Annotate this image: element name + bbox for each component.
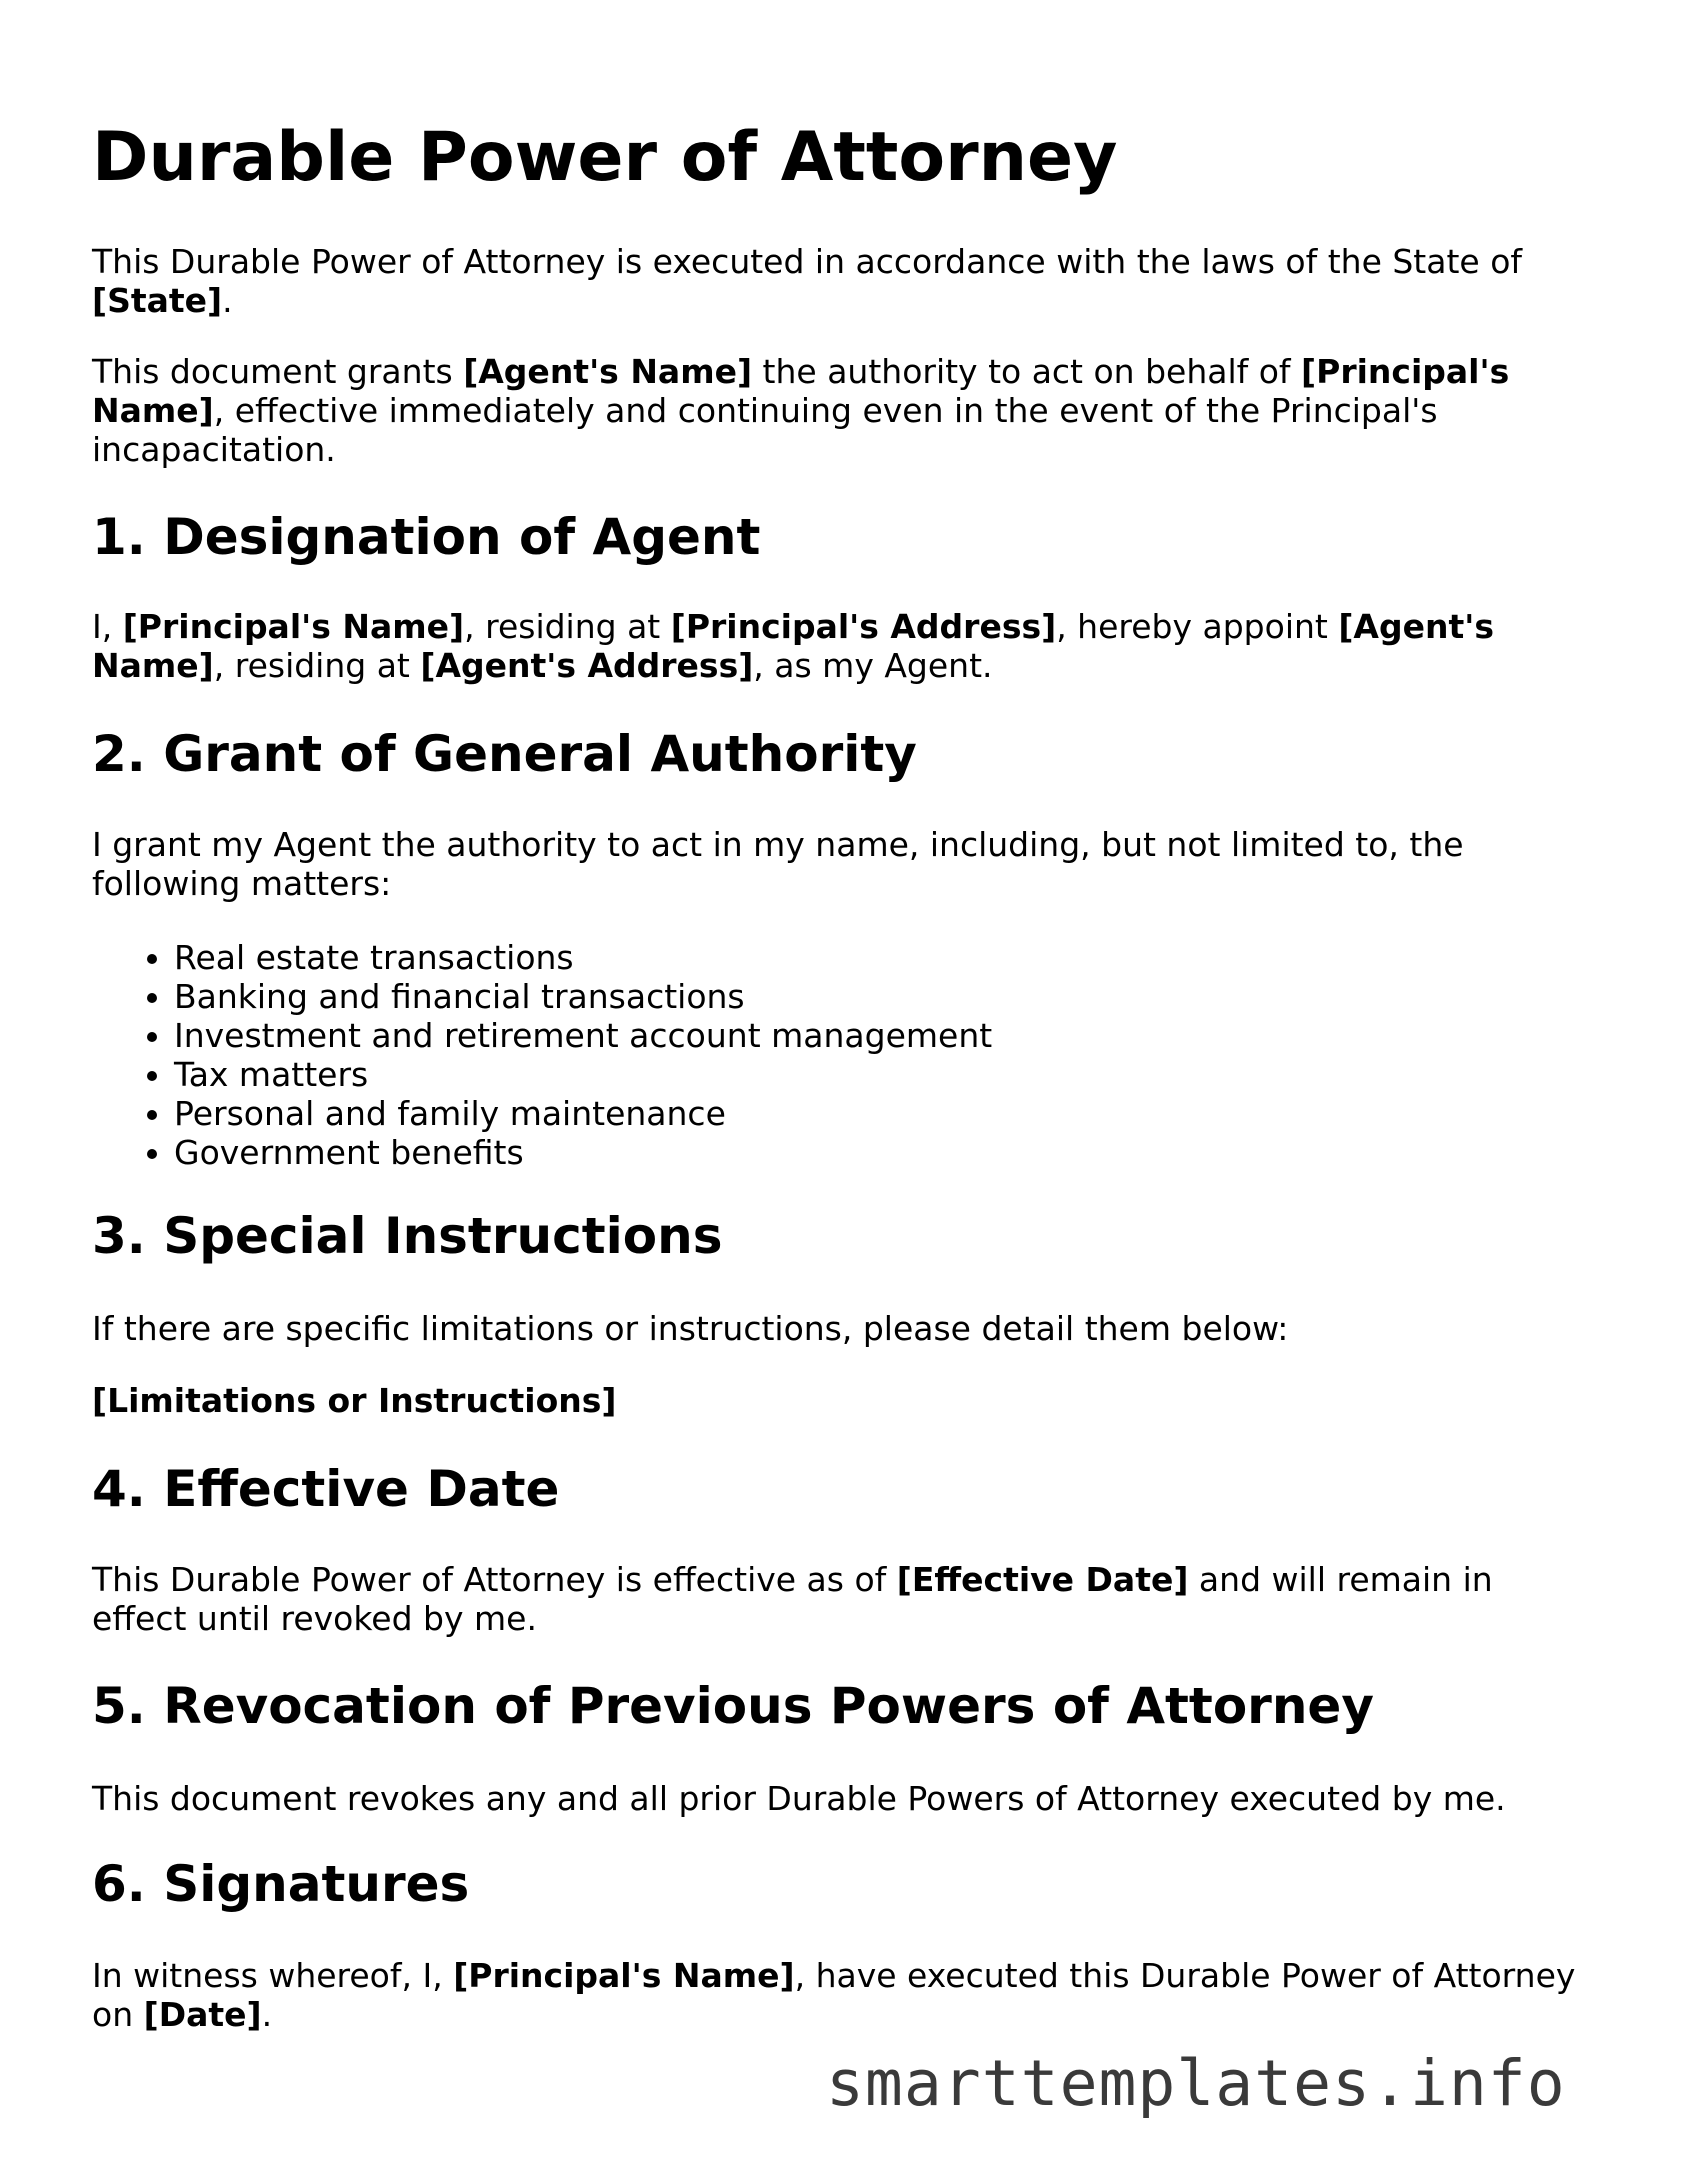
section-2-heading: 2. Grant of General Authority xyxy=(92,725,917,783)
principal-address-placeholder: [Principal's Address] xyxy=(670,607,1057,646)
section-4-heading: 4. Effective Date xyxy=(92,1460,560,1518)
agent-address-placeholder: [Agent's Address] xyxy=(420,646,754,685)
intro-paragraph-state: This Durable Power of Attorney is executed in accordance with the laws of the State of [State]. xyxy=(92,242,1523,320)
section-5-heading: 5. Revocation of Previous Powers of Attorney xyxy=(92,1677,1374,1735)
section-1-heading: 1. Designation of Agent xyxy=(92,508,761,566)
principal-name-placeholder: [Principal's Name] xyxy=(453,1956,795,1995)
principal-name-placeholder: [Principal's Name] xyxy=(92,352,1510,430)
section-5-text: This document revokes any and all prior Durable Powers of Attorney executed by me. xyxy=(92,1779,1506,1818)
list-item: • Real estate transactions xyxy=(174,938,992,977)
section-6-text: In witness whereof, I, [Principal's Name], have executed this Durable Power of Attorney on [Date]. xyxy=(92,1956,1576,2034)
section-4-text: This Durable Power of Attorney is effective as of [Effective Date] and will remain in effect until revoked by me. xyxy=(92,1560,1493,1638)
intro-paragraph-grant: This document grants [Agent's Name] the authority to act on behalf of [Principal's Name], effective immediately and continuing even in the event of the Principal's incapacitation. xyxy=(92,352,1510,469)
document-title: Durable Power of Attorney xyxy=(92,118,1118,197)
effective-date-placeholder: [Effective Date] xyxy=(896,1560,1189,1599)
section-3-text: If there are specific limitations or instructions, please detail them below: xyxy=(92,1309,1289,1348)
authority-list xyxy=(92,938,992,1172)
list-item: • Tax matters xyxy=(174,1055,992,1094)
watermark-text: smarttemplates.info xyxy=(826,2047,1566,2120)
state-placeholder: [State] xyxy=(92,281,223,320)
instructions-placeholder: [Limitations or Instructions] xyxy=(92,1381,617,1420)
section-3-heading: 3. Special Instructions xyxy=(92,1207,723,1265)
section-6-heading: 6. Signatures xyxy=(92,1855,470,1913)
section-1-text: I, [Principal's Name], residing at [Principal's Address], hereby appoint [Agent's Name], residing at [Agent's Address], as my Agent. xyxy=(92,607,1494,685)
date-placeholder: [Date] xyxy=(143,1995,262,2034)
list-item: • Government benefits xyxy=(174,1133,992,1172)
agent-name-placeholder: [Agent's Name] xyxy=(463,352,753,391)
principal-name-placeholder: [Principal's Name] xyxy=(122,607,465,646)
list-item: • Personal and family maintenance xyxy=(174,1094,992,1133)
section-2-text: I grant my Agent the authority to act in my name, including, but not limited to, the following matters: xyxy=(92,825,1464,903)
list-item: • Investment and retirement account management xyxy=(174,1016,992,1055)
agent-name-placeholder: [Agent's Name] xyxy=(92,607,1494,685)
list-item: • Banking and financial transactions xyxy=(174,977,992,1016)
